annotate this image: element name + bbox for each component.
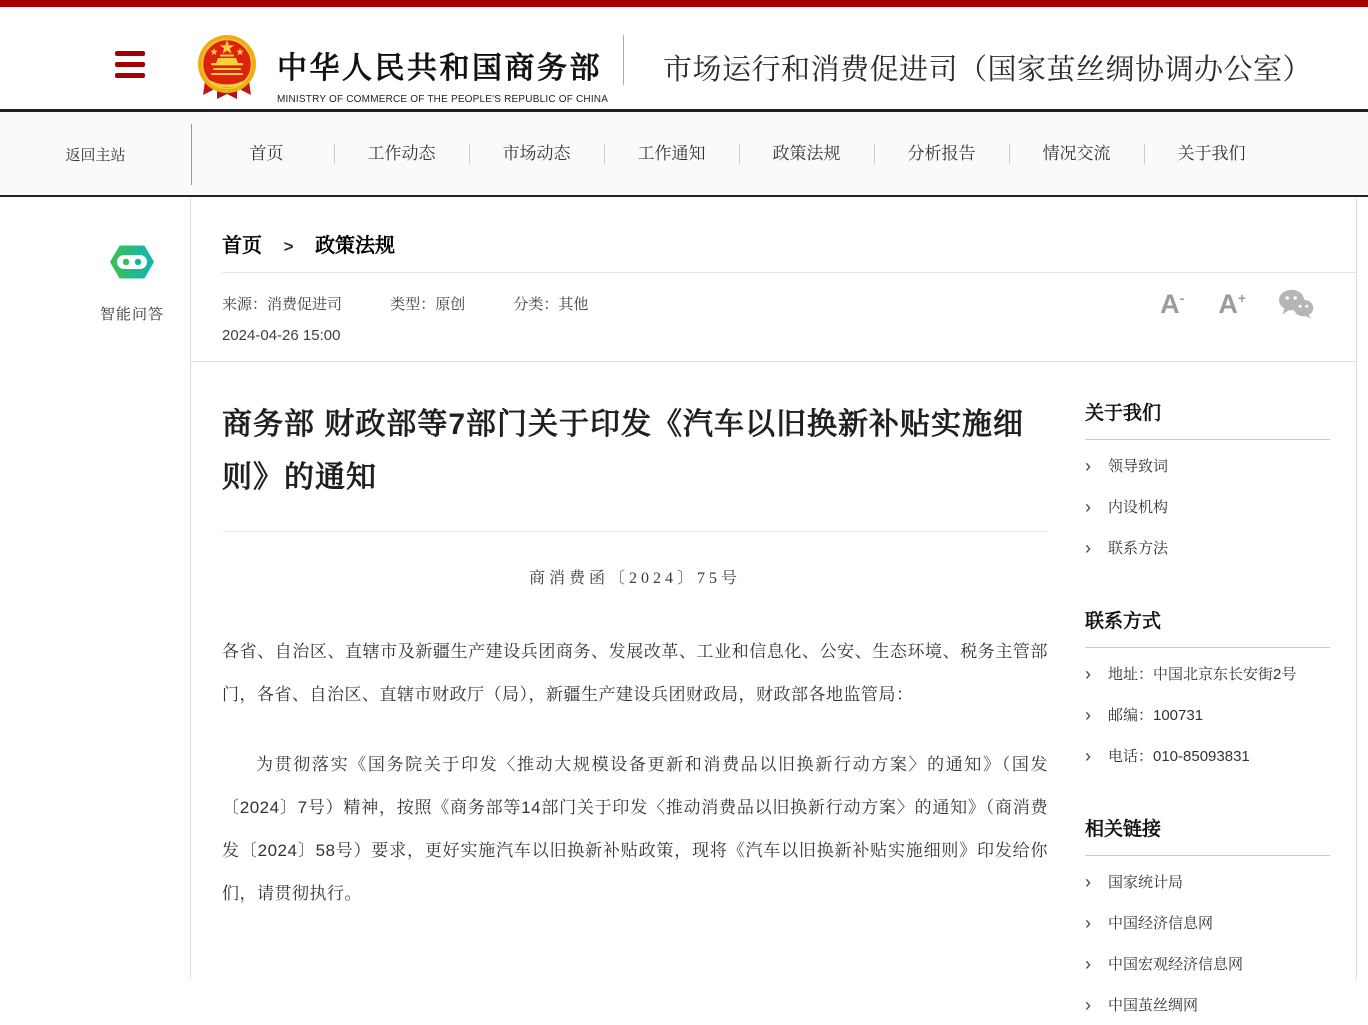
chevron-right-icon: › [1085,455,1091,476]
breadcrumb-separator: > [283,237,294,256]
chevron-right-icon: › [1085,704,1091,725]
wechat-icon [1278,289,1314,319]
sidebar-link-stats-bureau[interactable]: › 国家统计局 [1085,871,1184,892]
nav-item-exchange[interactable]: 情况交流 [1009,111,1144,196]
meta-source: 来源：消费促进司 [222,296,343,313]
header-divider [623,35,624,85]
sidebar-link-china-silk-net[interactable]: › 中国茧丝绸网 [1085,994,1199,1015]
sidebar-section-title: 相关链接 [1085,819,1162,840]
chevron-right-icon: › [1085,994,1091,1015]
sidebar-divider [1085,855,1330,856]
sidebar-section-contact [1085,606,1356,776]
ministry-name-en: MINISTRY OF COMMERCE OF THE PEOPLE'S REPUBLIC OF CHINA [277,94,609,105]
sidebar-item-phone[interactable]: › 电话：010-85093831 [1085,745,1250,766]
sidebar-item-postcode[interactable]: › 邮编：100731 [1085,704,1204,725]
nav-item-work-notice[interactable]: 工作通知 [604,111,739,196]
sidebar-divider [1085,647,1330,648]
nav-item-market-news[interactable]: 市场动态 [469,111,604,196]
breadcrumb-divider [222,272,1356,273]
sidebar-item-internal-org[interactable]: › 内设机构 [1085,496,1169,517]
ministry-brand [277,43,608,105]
chevron-right-icon: › [1085,537,1091,558]
breadcrumb [222,229,1356,258]
nav-items [199,111,1279,196]
nav-back-to-main-site[interactable]: 返回主站 [65,147,126,164]
publish-datetime: 2024-04-26 15:00 [222,327,341,344]
title-divider [222,531,1048,532]
site-header [0,7,1368,112]
article-paragraph: 为贯彻落实《国务院关于印发〈推动大规模设备更新和消费品以旧换新行动方案〉的通知》（国发〔2024〕7号）精神，按照《商务部等14部门关于印发〈推动消费品以旧换新行动方案〉的通知》（商消费发〔2024〕58号）要求，更好实施汽车以旧换新补贴政策，现将《汽车以旧换新补贴实施细则》印发给你们，请贯彻执行。 [222,755,1048,903]
sidebar-section-title: 关于我们 [1085,403,1162,424]
department-title: 市场运行和消费促进司（国家茧丝绸协调办公室） [663,54,1313,86]
sidebar-section-links [1085,814,1356,1025]
menu-icon[interactable] [115,51,145,84]
sidebar-link-china-economic-info[interactable]: › 中国经济信息网 [1085,912,1214,933]
chevron-right-icon: › [1085,912,1091,933]
content-area [0,197,1368,1015]
sidebar-item-address[interactable]: › 地址：中国北京东长安街2号 [1085,663,1297,684]
breadcrumb-home[interactable]: 首页 [222,235,262,257]
breadcrumb-current[interactable]: 政策法规 [315,235,396,257]
sidebar-divider [1085,439,1330,440]
nav-item-analysis-report[interactable]: 分析报告 [874,111,1009,196]
sidebar-item-leader-message[interactable]: › 领导致词 [1085,455,1169,476]
document-number: 商消费函〔2024〕75号 [528,570,741,587]
nav-item-about-us[interactable]: 关于我们 [1144,111,1279,196]
font-increase-button[interactable]: A+ [1218,288,1246,319]
sidebar-item-contact-method[interactable]: › 联系方法 [1085,537,1169,558]
ministry-name-cn: 中华人民共和国商务部 [277,52,602,85]
chevron-right-icon: › [1085,496,1091,517]
sidebar-section-about [1085,398,1356,568]
nav-divider [191,124,192,185]
columns [222,362,1356,1025]
chevron-right-icon: › [1085,953,1091,974]
wechat-share-button[interactable] [1278,289,1314,319]
emblem-icon [197,33,257,103]
meta-category: 分类：其他 [513,296,589,313]
article [222,362,1048,1025]
nav-item-policies[interactable]: 政策法规 [739,111,874,196]
qa-robot-icon [109,242,155,282]
meta-type: 类型：原创 [390,296,466,313]
nav-item-home[interactable]: 首页 [249,144,284,163]
font-decrease-button[interactable]: A- [1160,288,1185,319]
main-region [191,197,1357,1015]
right-sidebar [1085,362,1356,1025]
smart-qa-label: 智能问答 [99,306,164,323]
article-title: 商务部 财政部等7部门关于印发《汽车以旧换新补贴实施细则》的通知 [222,408,1025,494]
sidebar-link-china-macro-economic-info[interactable]: › 中国宏观经济信息网 [1085,953,1244,974]
sidebar-section-title: 联系方式 [1085,611,1162,632]
national-emblem-logo[interactable] [197,33,257,108]
smart-qa-widget[interactable] [72,242,192,324]
article-tools [1160,289,1314,319]
chevron-right-icon: › [1085,871,1091,892]
left-sidebar [0,197,191,979]
nav-item-work-news[interactable]: 工作动态 [334,111,469,196]
article-paragraph: 各省、自治区、直辖市及新疆生产建设兵团商务、发展改革、工业和信息化、公安、生态环境、税务主管部门，各省、自治区、直辖市财政厅（局），新疆生产建设兵团财政局，财政部各地监管局： [222,642,1048,704]
top-red-bar [0,0,1368,7]
chevron-right-icon: › [1085,745,1091,766]
main-nav [0,112,1368,197]
chevron-right-icon: › [1085,663,1091,684]
